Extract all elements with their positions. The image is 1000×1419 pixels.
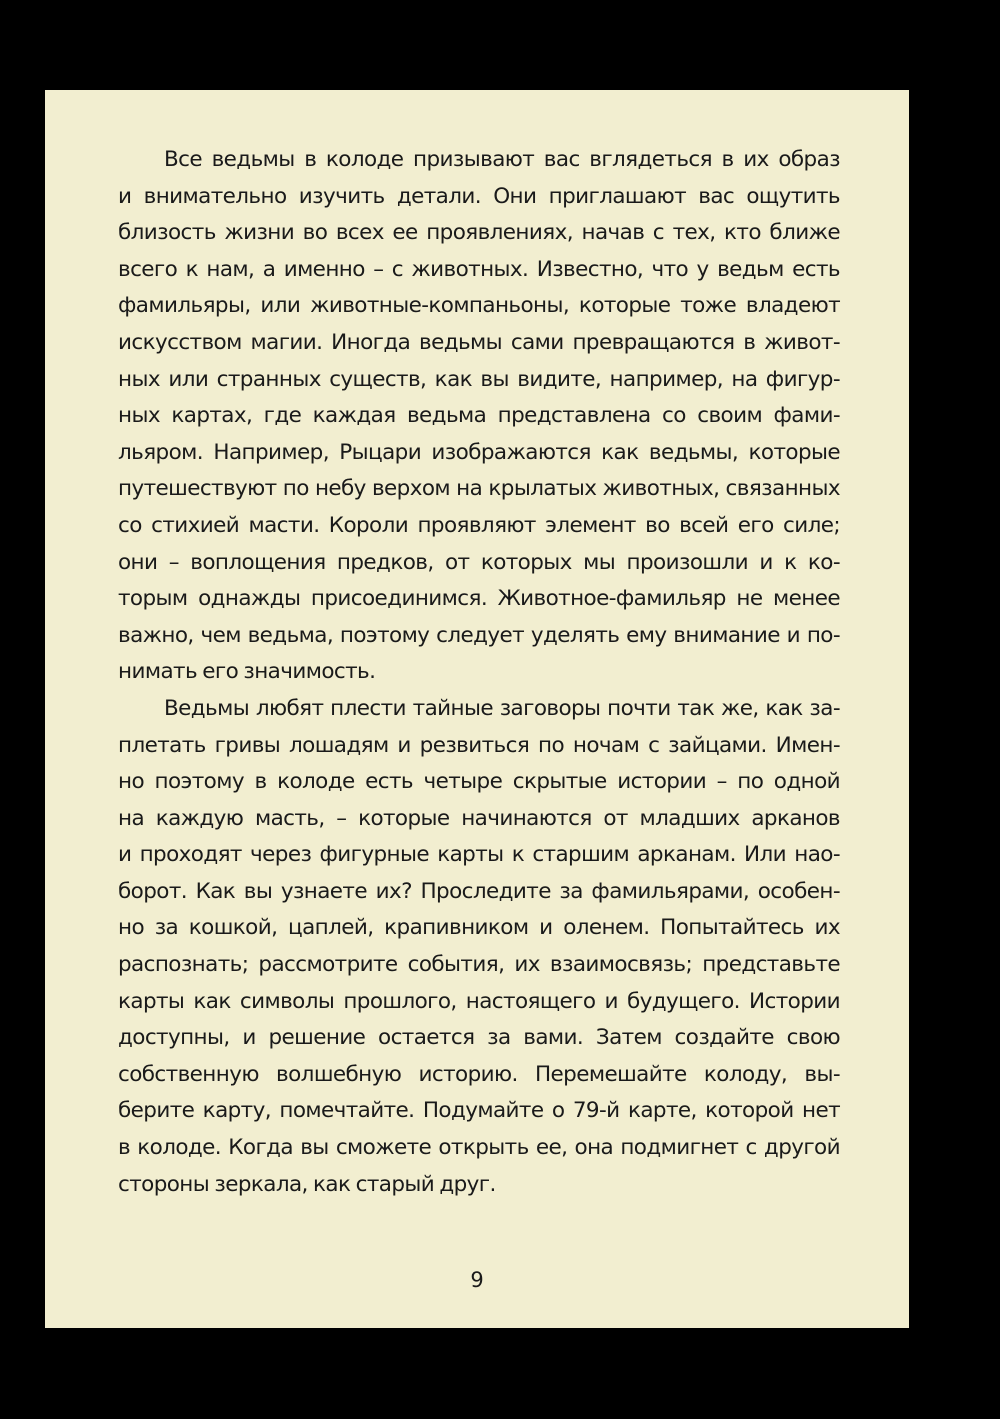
text-line: берите карту, помечтайте. Подумайте о 79-й карте, которой нет	[118, 1098, 840, 1124]
text-line: и внимательно изучить детали. Они приглашают вас ощутить	[118, 183, 840, 209]
text-line: искусством магии. Иногда ведьмы сами превращаются в живот-	[118, 329, 840, 355]
book-page	[45, 90, 909, 1328]
text-line: торым однажды присоединимся. Животное-фамильяр не менее	[118, 586, 840, 612]
text-line: Ведьмы любят плести тайные заговоры почти так же, как за-	[164, 695, 840, 721]
text-line: в колоде. Когда вы сможете открыть ее, она подмигнет с другой	[118, 1135, 840, 1161]
text-line: на каждую масть, – которые начинаются от младших арканов	[118, 805, 840, 831]
text-line: фамильяры, или животные-компаньоны, которые тоже владеют	[118, 293, 840, 319]
text-line: со стихией масти. Короли проявляют элемент во всей его силе;	[118, 512, 840, 538]
text-line: но поэтому в колоде есть четыре скрытые истории – по одной	[118, 769, 840, 795]
text-line: нимать его значимость.	[118, 659, 376, 685]
text-line: ных картах, где каждая ведьма представлена со своим фами-	[118, 403, 840, 429]
text-line: ных или странных существ, как вы видите, например, на фигур-	[118, 366, 840, 392]
text-line: плетать гривы лошадям и резвиться по ночам с зайцами. Имен-	[118, 732, 840, 758]
text-line: они – воплощения предков, от которых мы произошли и к ко-	[118, 549, 840, 575]
text-line: и проходят через фигурные карты к старшим арканам. Или нао-	[118, 842, 840, 868]
text-line: всего к нам, а именно – с животных. Известно, что у ведьм есть	[118, 256, 840, 282]
body-text	[118, 142, 840, 1203]
text-line: Все ведьмы в колоде призывают вас вглядеться в их образ	[164, 147, 840, 172]
text-line: доступны, и решение остается за вами. Затем создайте свою	[118, 1025, 840, 1051]
text-line: близость жизни во всех ее проявлениях, начав с тех, кто ближе	[118, 220, 840, 246]
text-line: но за кошкой, цаплей, крапивником и оленем. Попытайтесь их	[118, 915, 840, 941]
text-line: важно, чем ведьма, поэтому следует уделять ему внимание и по-	[118, 622, 840, 648]
text-line: карты как символы прошлого, настоящего и будущего. Истории	[118, 988, 840, 1014]
text-line: распознать; рассмотрите события, их взаимосвязь; представьте	[118, 952, 840, 978]
text-line: собственную волшебную историю. Перемешайте колоду, вы-	[118, 1061, 840, 1087]
text-line: льяром. Например, Рыцари изображаются как ведьмы, которые	[118, 439, 840, 465]
text-line: борот. Как вы узнаете их? Проследите за фамильярами, особен-	[118, 878, 840, 904]
text-line: путешествуют по небу верхом на крылатых животных, связанных	[118, 476, 840, 502]
text-line: стороны зеркала, как старый друг.	[118, 1171, 496, 1197]
page-number: 9	[470, 1268, 484, 1292]
